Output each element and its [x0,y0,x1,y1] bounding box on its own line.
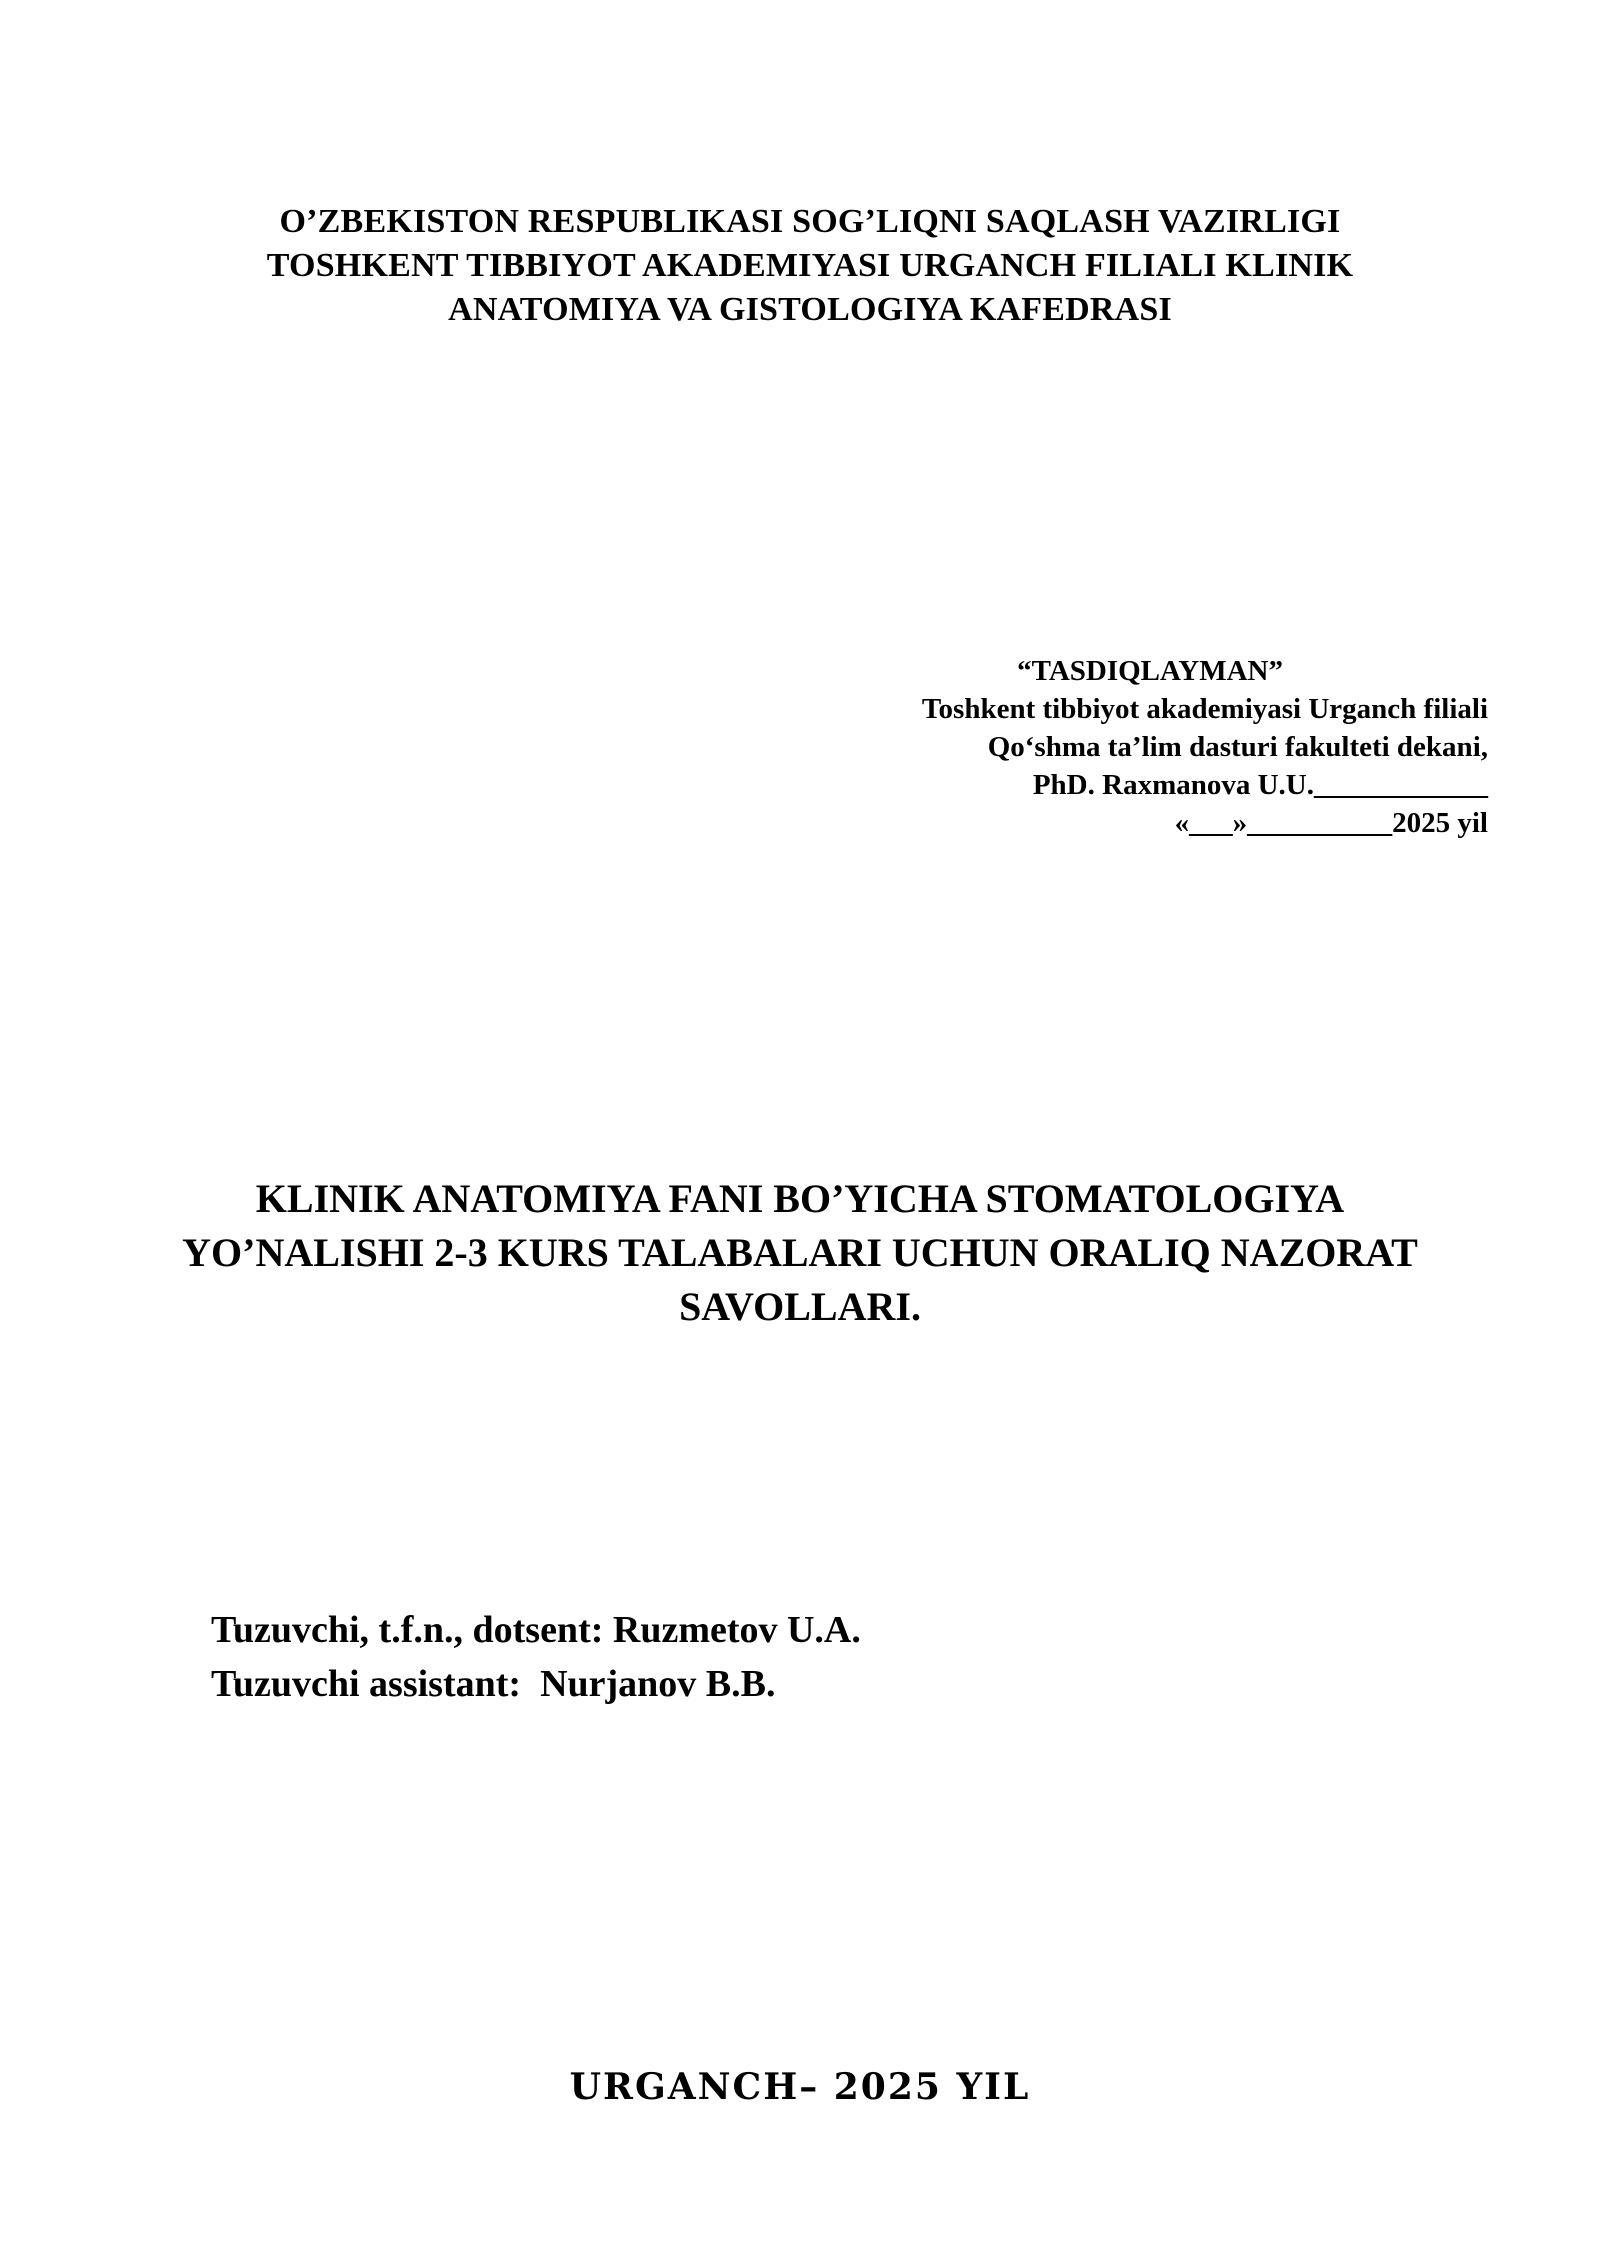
institution-header [150,200,1470,332]
author-assistant: Tuzuvchi assistant: Nurjanov B.B. [211,1663,776,1705]
author-docent: Tuzuvchi, t.f.n., dotsent: Ruzmetov U.A. [211,1609,861,1651]
header-line-ministry: O’ZBEKISTON RESPUBLIKASI SOG’LIQNI SAQLASH VAZIRLIGI [279,203,1341,240]
approval-signatory: PhD. Raxmanova U.U.____________ [1032,769,1488,801]
approval-institution: Toshkent tibbiyot akademiyasi Urganch filiali [921,693,1488,725]
header-line-department: ANATOMIYA VA GISTOLOGIYA KAFEDRASI [448,291,1172,328]
place-year-footer: URGANCH– 2025 YIL [569,2066,1031,2108]
approval-position: Qo‘shma ta’lim dasturi fakulteti dekani, [987,731,1488,763]
title-line-1: KLINIK ANATOMIYA FANI BO’YICHA STOMATOLOGIYA [255,1176,1345,1221]
title-line-3: SAVOLLARI. [679,1284,921,1329]
header-line-academy: TOSHKENT TIBBIYOT AKADEMIYASI URGANCH FILIALI KLINIK [266,247,1354,284]
approval-title: “TASDIQLAYMAN” [1017,655,1283,687]
authors-block [211,1603,1311,1711]
document-title [100,1172,1500,1334]
approval-block [588,652,1488,842]
approval-date: «___»__________2025 yil [1174,807,1488,839]
title-line-2: YO’NALISHI 2-3 KURS TALABALARI UCHUN ORALIQ NAZORAT [182,1230,1418,1275]
